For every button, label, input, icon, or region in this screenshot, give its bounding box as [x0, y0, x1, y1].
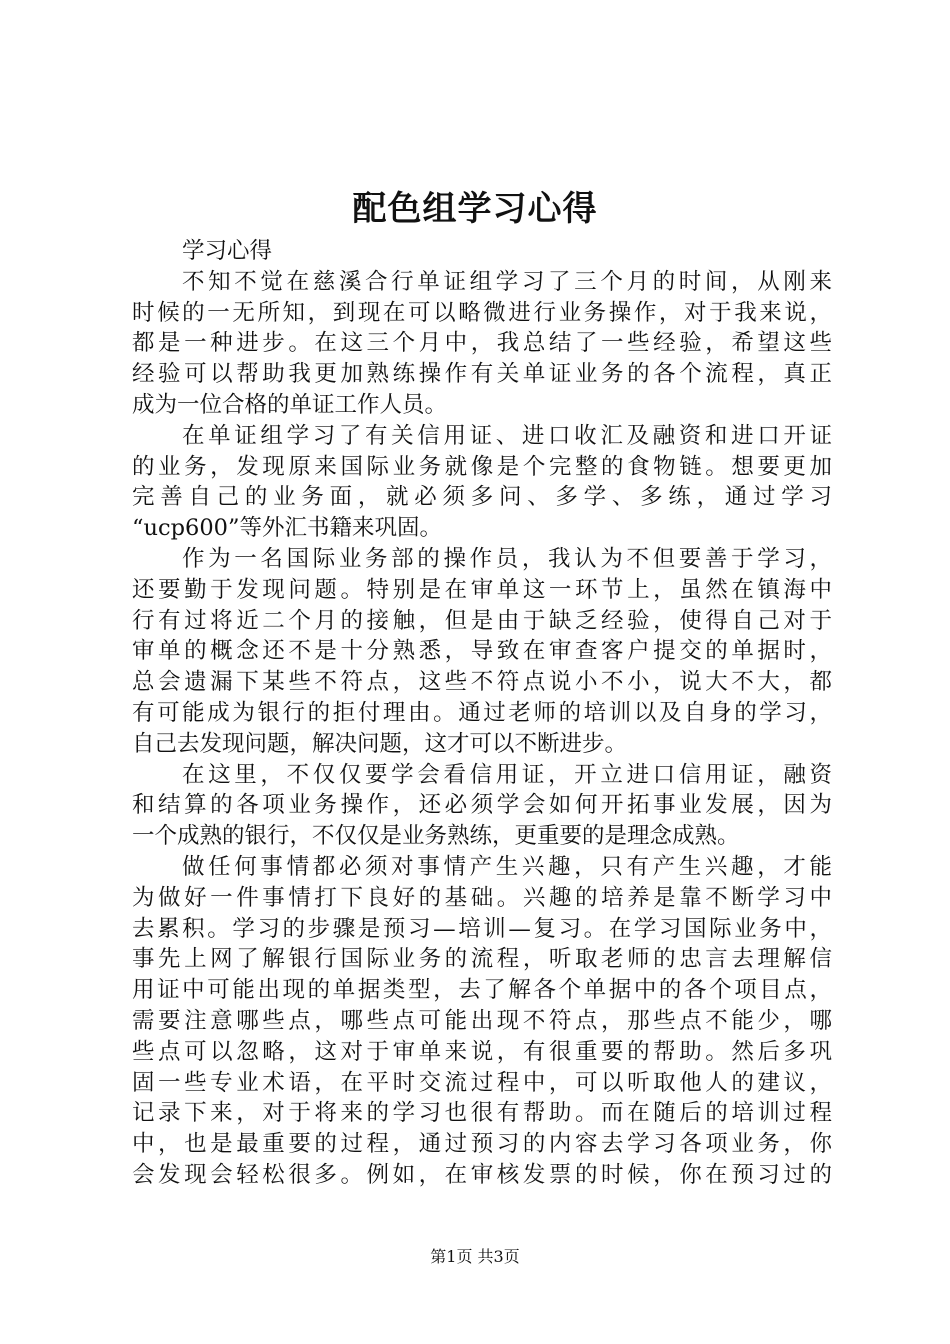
- text-line: 些点可以忽略，这对于审单来说，有很重要的帮助。然后多巩: [132, 1038, 832, 1065]
- text-line: 需要注意哪些点，哪些点可能出现不符点，那些点不能少，哪: [132, 1007, 832, 1034]
- text-line: 不知不觉在慈溪合行单证组学习了三个月的时间，从刚来: [182, 268, 832, 295]
- text-line: 时候的一无所知，到现在可以略微进行业务操作，对于我来说，: [132, 299, 832, 326]
- text-line: 有可能成为银行的拒付理由。通过老师的培训以及自身的学习，: [132, 699, 832, 726]
- text-line: 行有过将近二个月的接触，但是由于缺乏经验，使得自己对于: [132, 607, 832, 634]
- text-line: 完善自己的业务面，就必须多问、多学、多练，通过学习: [132, 484, 832, 511]
- text-line: 总会遗漏下某些不符点，这些不符点说小不小，说大不大，都: [132, 669, 832, 696]
- text-line: 一个成熟的银行，不仅仅是业务熟练，更重要的是理念成熟。: [132, 823, 740, 850]
- text-line: 做任何事情都必须对事情产生兴趣，只有产生兴趣，才能: [182, 853, 832, 880]
- text-line: 作为一名国际业务部的操作员，我认为不但要善于学习，: [182, 545, 832, 572]
- text-line: 中，也是最重要的过程，通过预习的内容去学习各项业务，你: [132, 1131, 832, 1158]
- text-line: 审单的概念还不是十分熟悉，导致在审查客户提交的单据时，: [132, 638, 832, 665]
- text-line: 学习心得: [182, 238, 273, 264]
- text-line: 会发现会轻松很多。例如，在审核发票的时候，你在预习过的: [132, 1161, 832, 1188]
- text-line: 在单证组学习了有关信用证、进口收汇及融资和进口开证: [182, 422, 832, 449]
- text-line: 的业务，发现原来国际业务就像是个完整的食物链。想要更加: [132, 453, 832, 480]
- text-line: 自己去发现问题，解决问题，这才可以不断进步。: [132, 730, 628, 757]
- text-line: 成为一位合格的单证工作人员。: [132, 391, 448, 418]
- text-line: 都是一种进步。在这三个月中，我总结了一些经验，希望这些: [132, 330, 832, 357]
- text-line: 去累积。学习的步骤是预习—培训—复习。在学习国际业务中，: [132, 915, 832, 942]
- text-line: “ucp600”等外汇书籍来巩固。: [132, 515, 442, 542]
- text-line: 固一些专业术语，在平时交流过程中，可以听取他人的建议，: [132, 1069, 832, 1096]
- text-line: 事先上网了解银行国际业务的流程，听取老师的忠言去理解信: [132, 946, 832, 973]
- document-body: [132, 236, 832, 1191]
- text-line: 经验可以帮助我更加熟练操作有关单证业务的各个流程，真正: [132, 361, 832, 388]
- page-footer: 第1页 共3页: [430, 1247, 520, 1266]
- text-line: 还要勤于发现问题。特别是在审单这一环节上，虽然在镇海中: [132, 576, 832, 603]
- text-line: 和结算的各项业务操作，还必须学会如何开拓事业发展，因为: [132, 792, 832, 819]
- text-line: 记录下来，对于将来的学习也很有帮助。而在随后的培训过程: [132, 1100, 832, 1127]
- text-line: 为做好一件事情打下良好的基础。兴趣的培养是靠不断学习中: [132, 884, 832, 911]
- text-line: 用证中可能出现的单据类型，去了解各个单据中的各个项目点，: [132, 977, 832, 1004]
- text-line: 在这里，不仅仅要学会看信用证，开立进口信用证，融资: [182, 761, 832, 788]
- document-title: 配色组学习心得: [352, 189, 598, 229]
